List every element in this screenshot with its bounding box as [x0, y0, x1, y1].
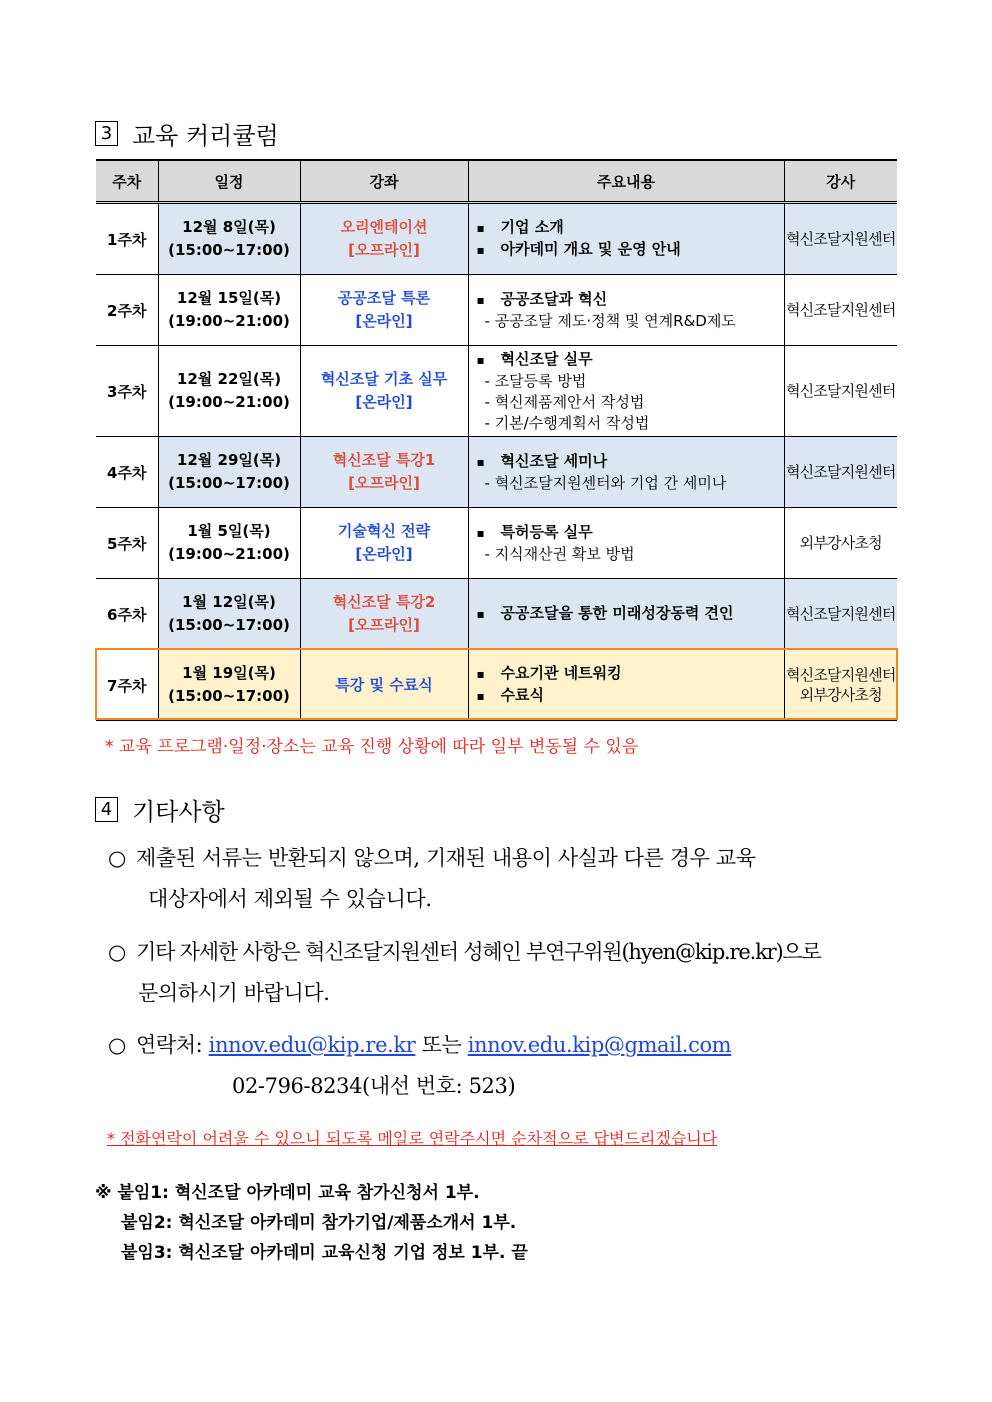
lecturer-name: 외부강사초청 [799, 686, 882, 704]
table-row [96, 437, 897, 508]
course-name: 혁신조달 기초 실무 [320, 370, 448, 388]
content-bullet: ▪ 특허등록 실무 [477, 522, 784, 544]
table-row [96, 650, 897, 721]
course-mode: [온라인] [355, 545, 413, 563]
date-cell [158, 579, 300, 650]
phone-note: * 전화연락이 어려울 수 있으니 되도록 메일로 연락주시면 순차적으로 답변드리겠습니다 [107, 1129, 718, 1148]
content-sub: - 기본/수행계획서 작성법 [477, 413, 784, 434]
time-text: (19:00~21:00) [168, 545, 290, 563]
course-cell [300, 579, 468, 650]
table-row [96, 579, 897, 650]
email-link-1[interactable]: innov.edu@kip.re.kr [208, 1033, 416, 1057]
course-name: 혁신조달 특강1 [332, 451, 436, 469]
content-sub: - 공공조달 제도·정책 및 연계R&D제도 [477, 311, 784, 332]
paragraph-text: 제출된 서류는 반환되지 않으며, 기재된 내용이 사실과 다른 경우 교육 [136, 846, 756, 870]
lecturer-cell: 혁신조달지원센터 [784, 346, 897, 437]
date-cell [158, 275, 300, 346]
section-4-title [95, 792, 225, 827]
course-mode: [오프라인] [348, 616, 420, 634]
content-bullet: ▪ 수료식 [477, 685, 784, 707]
course-cell [300, 203, 468, 275]
content-sub: - 조달등록 방법 [477, 371, 784, 392]
table-row [96, 275, 897, 346]
course-name: 특강 및 수료식 [335, 675, 433, 694]
course-cell [300, 275, 468, 346]
content-bullet: ▪ 수요기관 네트워킹 [477, 663, 784, 685]
attachment-line: 붙임3: 혁신조달 아카데미 교육신청 기업 정보 1부. 끝 [121, 1243, 528, 1263]
lecturer-cell: 혁신조달지원센터 [784, 437, 897, 508]
notice-paragraph-1 [108, 838, 898, 920]
week-cell: 3주차 [96, 346, 158, 437]
course-name: 오리엔테이션 [340, 218, 428, 236]
notice-paragraph-2 [108, 932, 898, 1014]
section-title-text: 교육 커리큘럼 [132, 122, 279, 150]
paragraph-text: 대상자에서 제외될 수 있습니다. [148, 887, 432, 911]
week-cell: 7주차 [96, 650, 158, 721]
section-number: 3 [95, 121, 118, 146]
section-3-title [95, 116, 279, 151]
date-text: 1월 5일(목) [187, 522, 271, 540]
content-bullet: ▪ 혁신조달 세미나 [477, 451, 784, 473]
circle-bullet: ○ [108, 940, 126, 964]
content-cell [468, 437, 784, 508]
course-cell [300, 650, 468, 721]
content-cell [468, 275, 784, 346]
time-text: (15:00~17:00) [168, 616, 290, 634]
date-cell [158, 508, 300, 579]
contact-block [108, 1025, 898, 1107]
content-cell [468, 508, 784, 579]
table-row [96, 346, 897, 437]
table-row [96, 203, 897, 275]
time-text: (15:00~17:00) [168, 687, 290, 705]
content-bullet: ▪ 공공조달과 혁신 [477, 289, 784, 311]
paragraph-text: 문의하시기 바랍니다. [138, 981, 330, 1005]
lecturer-cell [784, 650, 897, 721]
circle-bullet: ○ [108, 846, 126, 870]
circle-bullet: ○ [108, 1033, 126, 1057]
date-cell [158, 650, 300, 721]
header-lecturer: 강사 [784, 160, 897, 203]
paragraph-text: 기타 자세한 사항은 혁신조달지원센터 성혜인 부연구위원(hyen@kip.re.kr)으로 [136, 940, 821, 964]
course-mode: [오프라인] [348, 474, 420, 492]
attachment-line: ※ 붙임1: 혁신조달 아카데미 교육 참가신청서 1부. [95, 1183, 480, 1203]
date-text: 12월 29일(목) [176, 451, 282, 469]
content-sub: - 혁신조달지원센터와 기업 간 세미나 [477, 473, 784, 494]
table-header-row [96, 160, 897, 203]
curriculum-table [96, 159, 897, 721]
date-cell [158, 203, 300, 275]
course-mode: [오프라인] [348, 241, 420, 259]
table-row [96, 508, 897, 579]
header-week: 주차 [96, 160, 158, 203]
week-cell: 5주차 [96, 508, 158, 579]
attachments [95, 1178, 528, 1268]
course-mode: [온라인] [355, 393, 413, 411]
week-cell: 6주차 [96, 579, 158, 650]
email-link-2[interactable]: innov.edu.kip@gmail.com [467, 1033, 732, 1057]
lecturer-cell: 혁신조달지원센터 [784, 275, 897, 346]
course-mode: [온라인] [355, 312, 413, 330]
time-text: (15:00~17:00) [168, 241, 290, 259]
header-date: 일정 [158, 160, 300, 203]
date-cell [158, 437, 300, 508]
date-cell [158, 346, 300, 437]
content-cell [468, 203, 784, 275]
course-cell [300, 437, 468, 508]
lecturer-cell: 혁신조달지원센터 [784, 579, 897, 650]
week-cell: 4주차 [96, 437, 158, 508]
date-text: 12월 8일(목) [182, 218, 276, 236]
content-sub: - 혁신제품제안서 작성법 [477, 392, 784, 413]
content-bullet: ▪ 혁신조달 실무 [477, 349, 784, 371]
attachment-line: 붙임2: 혁신조달 아카데미 참가기업/제품소개서 1부. [121, 1213, 517, 1233]
header-course: 강좌 [300, 160, 468, 203]
date-text: 1월 12일(목) [182, 593, 276, 611]
content-sub: - 지식재산권 확보 방법 [477, 544, 784, 565]
or-text: 또는 [421, 1033, 462, 1057]
week-cell: 2주차 [96, 275, 158, 346]
content-cell [468, 579, 784, 650]
contact-label: 연락처: [136, 1033, 203, 1057]
time-text: (19:00~21:00) [168, 393, 290, 411]
time-text: (15:00~17:00) [168, 474, 290, 492]
phone-number: 02-796-8234(내선 번호: 523) [232, 1074, 516, 1098]
week-cell: 1주차 [96, 203, 158, 275]
course-name: 혁신조달 특강2 [332, 593, 436, 611]
course-cell [300, 346, 468, 437]
course-name: 기술혁신 전략 [337, 522, 431, 540]
schedule-change-note: * 교육 프로그램·일정·장소는 교육 진행 상황에 따라 일부 변동될 수 있음 [105, 737, 639, 757]
section-number: 4 [95, 797, 118, 822]
lecturer-cell: 혁신조달지원센터 [784, 203, 897, 275]
lecturer-name: 혁신조달지원센터 [785, 666, 896, 684]
content-bullet: ▪ 아카데미 개요 및 운영 안내 [477, 239, 784, 261]
course-name: 공공조달 특론 [337, 289, 431, 307]
content-cell [468, 650, 784, 721]
content-cell [468, 346, 784, 437]
section-title-text: 기타사항 [132, 798, 225, 826]
date-text: 12월 15일(목) [176, 289, 282, 307]
header-content: 주요내용 [468, 160, 784, 203]
course-cell [300, 508, 468, 579]
date-text: 12월 22일(목) [176, 370, 282, 388]
time-text: (19:00~21:00) [168, 312, 290, 330]
content-bullet: ▪ 기업 소개 [477, 217, 784, 239]
content-bullet: ▪ 공공조달을 통한 미래성장동력 견인 [477, 603, 784, 625]
date-text: 1월 19일(목) [182, 664, 276, 682]
lecturer-cell: 외부강사초청 [784, 508, 897, 579]
